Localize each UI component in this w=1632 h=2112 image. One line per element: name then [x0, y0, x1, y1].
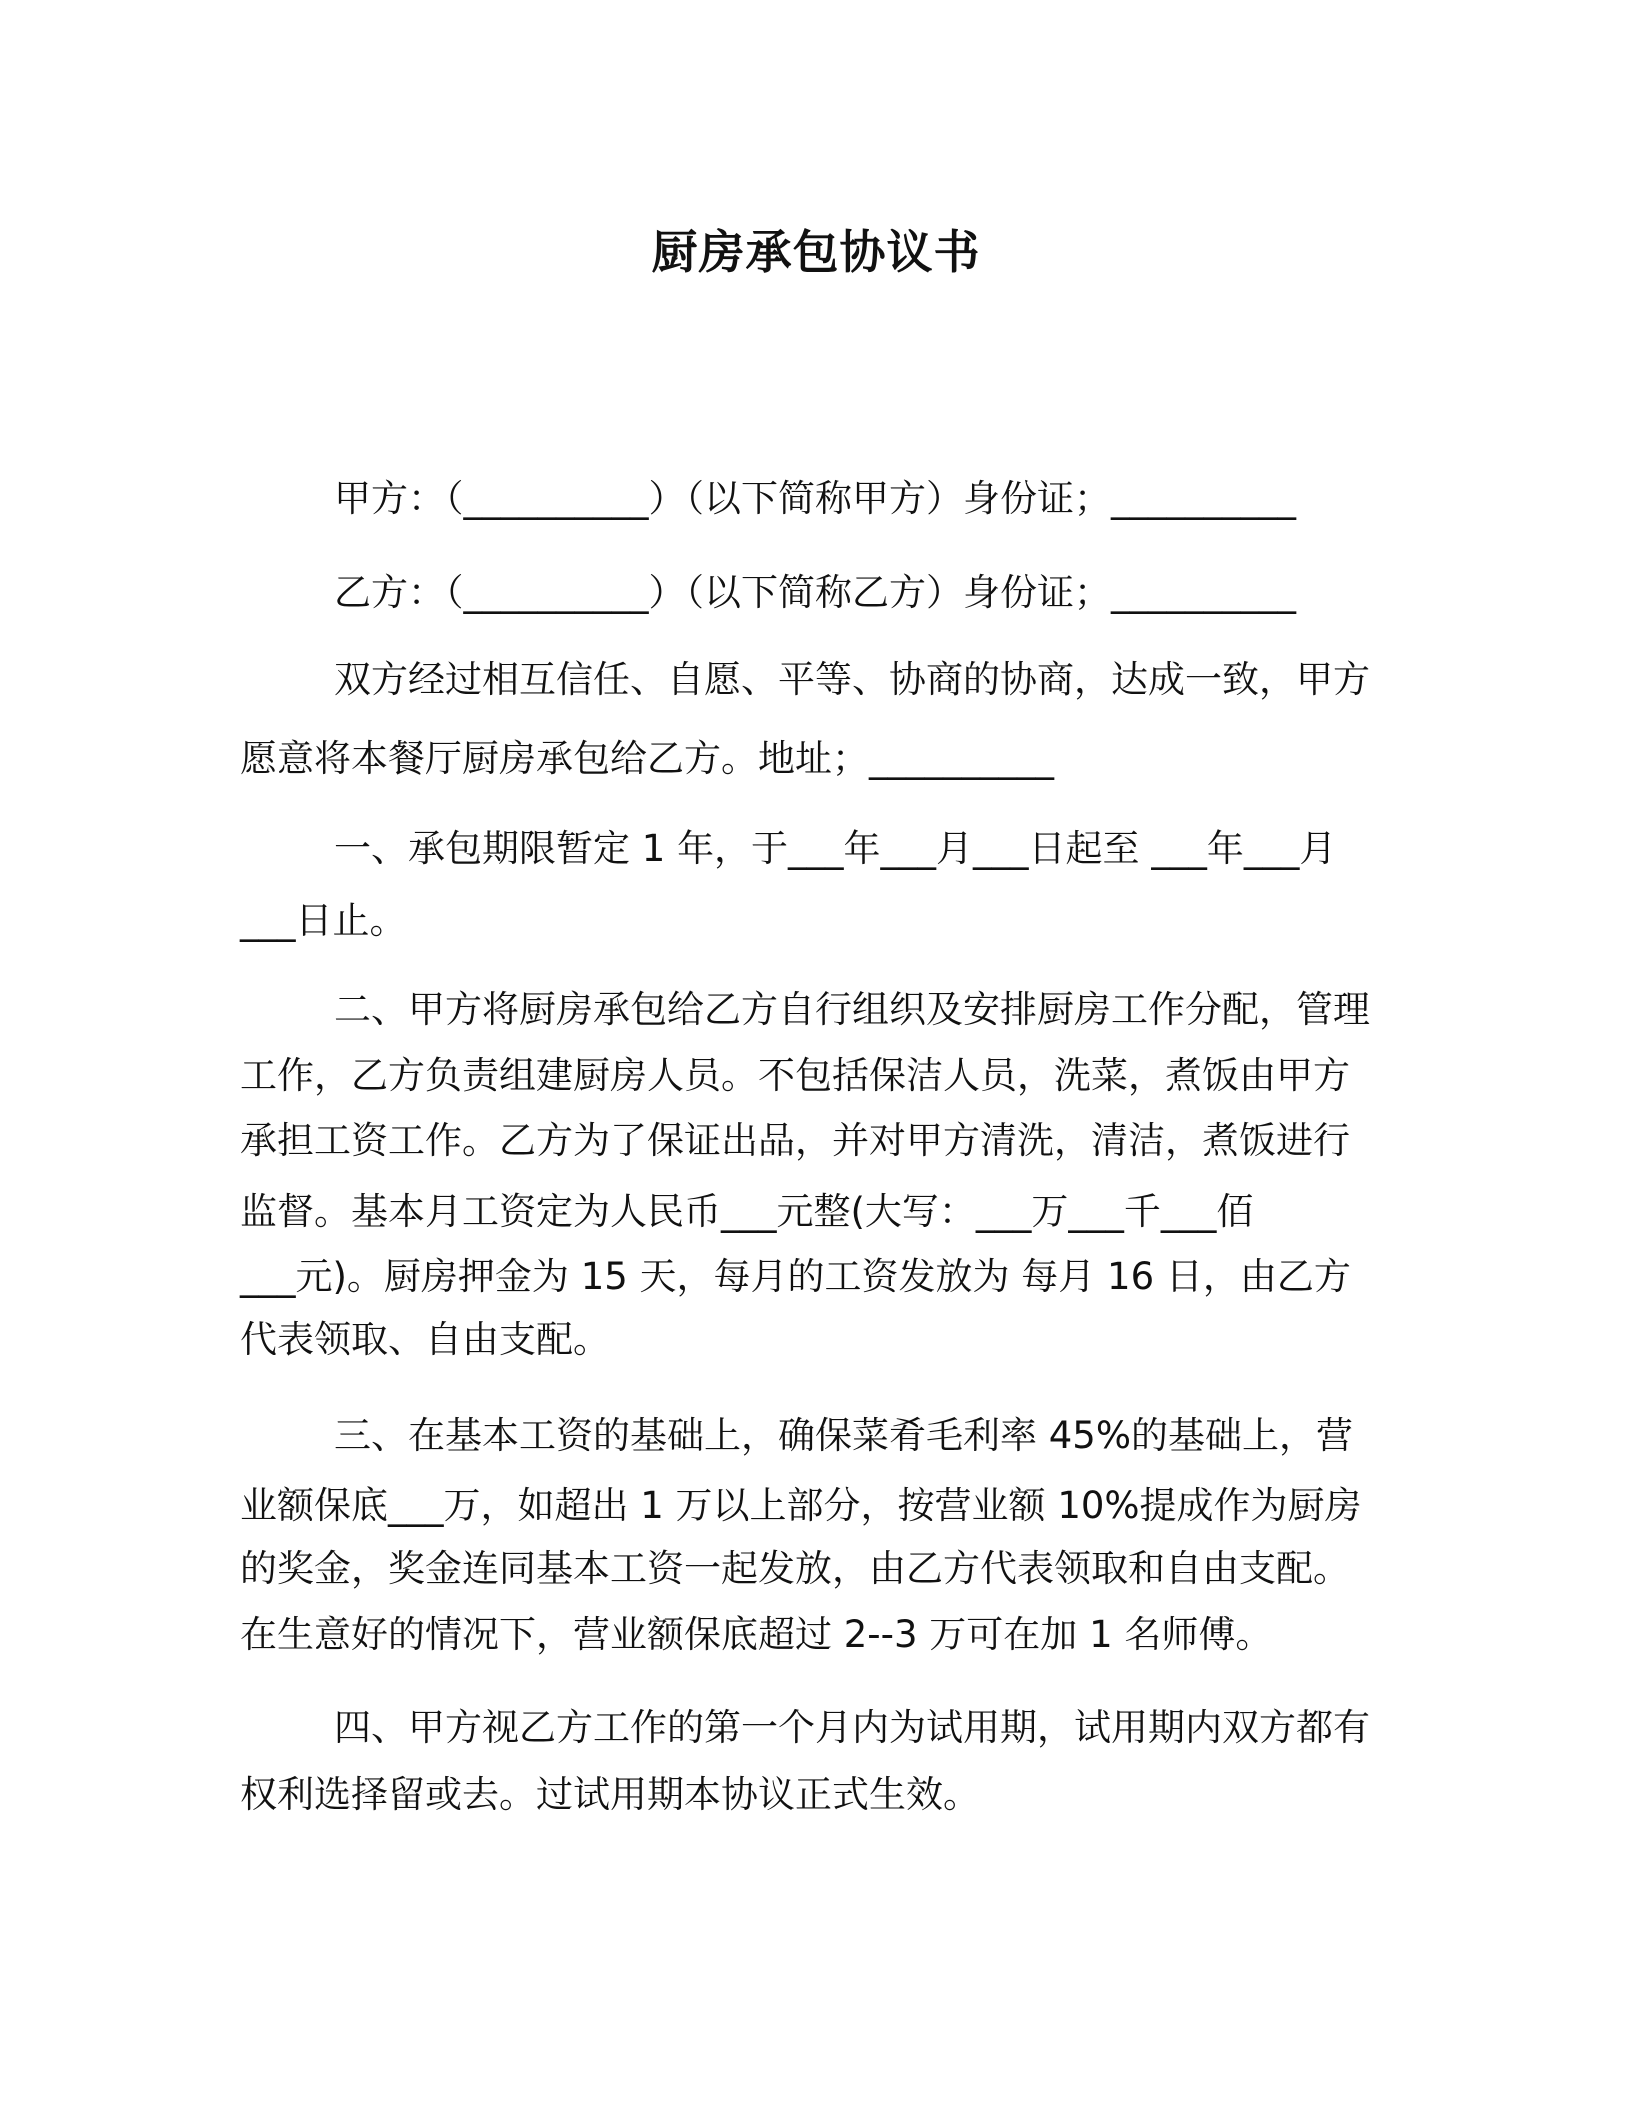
clause-2-line-5: ___元)。厨房押金为 15 天，每月的工资发放为 每月 16 日，由乙方: [240, 1255, 1351, 1298]
clause-2-line-4: 监督。基本月工资定为人民币___元整(大写：___万___千___佰: [240, 1190, 1254, 1233]
clause-2-line-6: 代表领取、自由支配。: [240, 1318, 610, 1361]
party-a-line: 甲方：（__________）（以下简称甲方）身份证；__________: [334, 477, 1296, 520]
clause-4-line-2: 权利选择留或去。过试用期本协议正式生效。: [240, 1773, 980, 1816]
preamble-line-2: 愿意将本餐厅厨房承包给乙方。地址；__________: [240, 737, 1054, 780]
clause-4-line-1: 四、甲方视乙方工作的第一个月内为试用期，试用期内双方都有: [334, 1706, 1370, 1749]
clause-1-line-1: 一、承包期限暂定 1 年，于___年___月___日起至 ___年___月: [334, 827, 1337, 870]
clause-3-line-1: 三、在基本工资的基础上，确保菜肴毛利率 45%的基础上，营: [334, 1414, 1353, 1457]
clause-1-line-2: ___日止。: [240, 899, 407, 942]
clause-2-line-2: 工作，乙方负责组建厨房人员。不包括保洁人员，洗菜，煮饭由甲方: [240, 1054, 1350, 1097]
document-title: 厨房承包协议书: [651, 225, 981, 279]
clause-2-line-3: 承担工资工作。乙方为了保证出品，并对甲方清洗，清洁，煮饭进行: [240, 1119, 1350, 1162]
preamble-line-1: 双方经过相互信任、自愿、平等、协商的协商，达成一致，甲方: [334, 658, 1370, 701]
clause-2-line-1: 二、甲方将厨房承包给乙方自行组织及安排厨房工作分配，管理: [334, 988, 1370, 1031]
clause-3-line-2: 业额保底___万，如超出 1 万以上部分，按营业额 10%提成作为厨房: [240, 1484, 1362, 1527]
clause-3-line-3: 的奖金，奖金连同基本工资一起发放，由乙方代表领取和自由支配。: [240, 1547, 1350, 1590]
clause-3-line-4: 在生意好的情况下，营业额保底超过 2--3 万可在加 1 名师傅。: [240, 1613, 1273, 1656]
party-b-line: 乙方：（__________）（以下简称乙方）身份证；__________: [334, 571, 1296, 614]
